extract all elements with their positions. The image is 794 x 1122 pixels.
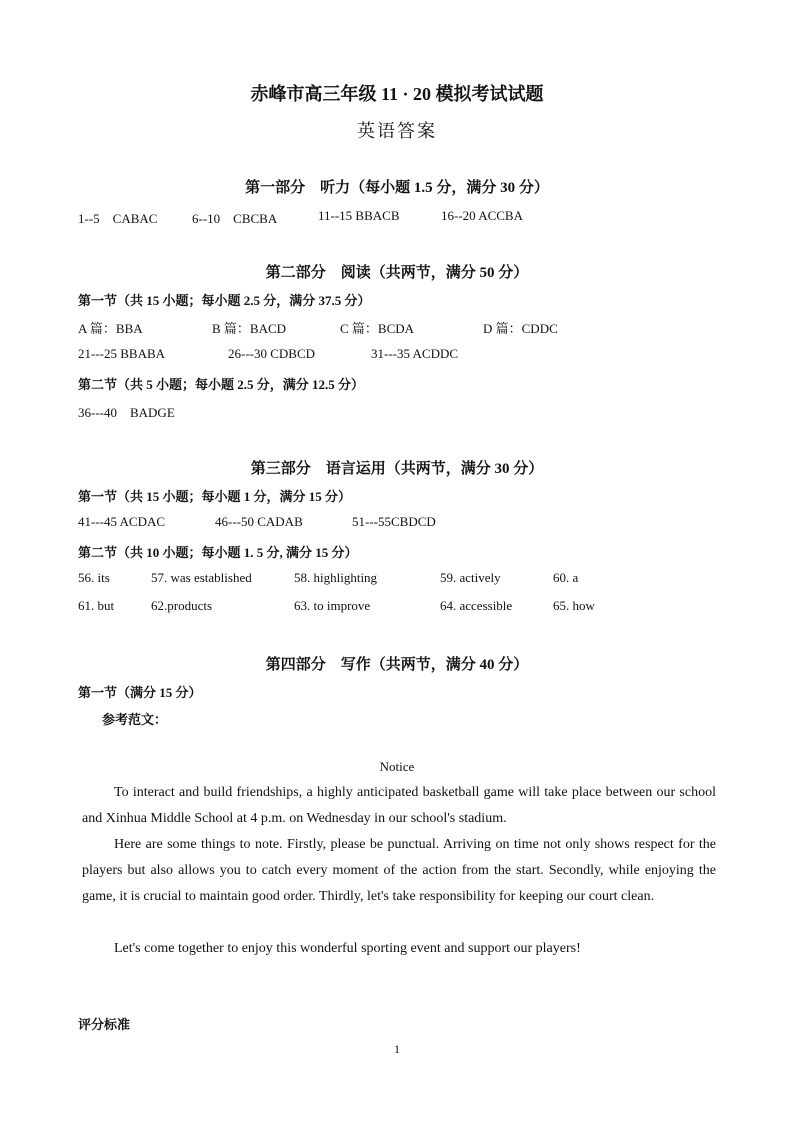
essay-paragraph: Let's come together to enjoy this wonderful sporting event and support our players! [114, 941, 581, 956]
part2-section2-title: 第二节（共 5 小题；每小题 2.5 分，满分 12.5 分） [78, 377, 365, 392]
part3-heading: 第三部分 语言运用（共两节，满分 30 分） [250, 461, 544, 477]
part4-section1-title: 第一节（满分 15 分） [78, 685, 202, 700]
sample-essay-label: 参考范文： [102, 712, 168, 727]
fill-answer: 62.products [151, 598, 213, 613]
document-title: 赤峰市高三年级 11 · 20 模拟考试试题 [250, 84, 544, 104]
part2-heading: 第二部分 阅读（共两节，满分 50 分） [265, 265, 529, 281]
part3-answer: 41---45 ACDAC [78, 514, 166, 529]
fill-answer: 60. a [553, 570, 579, 585]
fill-answer: 56. its [78, 570, 110, 585]
part2-section1-title: 第一节（共 15 小题；每小题 2.5 分，满分 37.5 分） [78, 293, 371, 308]
part1-heading: 第一部分 听力（每小题 1.5 分，满分 30 分） [245, 180, 549, 196]
fill-answer: 63. to improve [294, 598, 371, 613]
notice-title: Notice [379, 759, 415, 774]
part3-answer: 51---55CBDCD [352, 514, 436, 529]
fill-answer: 61. but [78, 598, 115, 613]
document-subtitle: 英语答案 [357, 121, 437, 141]
part1-answer: 16--20 ACCBA [441, 208, 523, 223]
part3-section1-title: 第一节（共 15 小题；每小题 1 分，满分 15 分） [78, 489, 352, 504]
part2-answer: 21---25 BBABA [78, 346, 166, 361]
fill-answer: 59. actively [440, 570, 501, 585]
page-number: 1 [394, 1042, 400, 1056]
part2-answer: 31---35 ACDDC [371, 346, 459, 361]
essay-paragraph: To interact and build friendships, a highly anticipated basketball game will take place between our school and Xinhua Middle School at 4 p.m. on Wednesday in our school's stadium. [82, 785, 716, 826]
passage-answer: B 篇：BACD [212, 321, 287, 336]
part2-answer: 26---30 CDBCD [228, 346, 316, 361]
essay-paragraph: Here are some things to note. Firstly, please be punctual. Arriving on time not only shows respect for the players but also allows you to catch every moment of the action from the start. Secondly, while enjoying the game, it is crucial to maintain good order. Thirdly, let's take responsibility for keeping our court clean. [82, 837, 716, 904]
fill-answer: 58. highlighting [294, 570, 378, 585]
part1-answer: 11--15 BBACB [318, 208, 400, 223]
part3-section2-title: 第二节（共 10 小题；每小题 1. 5 分, 满分 15 分） [78, 545, 358, 560]
passage-answer: D 篇：CDDC [483, 321, 558, 336]
fill-answer: 65. how [553, 598, 595, 613]
part3-answer: 46---50 CADAB [215, 514, 303, 529]
passage-answer: C 篇：BCDA [340, 321, 415, 336]
passage-answer: A 篇：BBA [78, 321, 143, 336]
fill-answer: 57. was established [151, 570, 252, 585]
part2-section2-answer: 36---40 BADGE [78, 405, 175, 420]
fill-answer: 64. accessible [440, 598, 513, 613]
part1-answer: 6--10 CBCBA [192, 211, 278, 226]
part4-heading: 第四部分 写作（共两节，满分 40 分） [265, 657, 529, 673]
grading-criteria-label: 评分标准 [78, 1017, 131, 1032]
part1-answer: 1--5 CABAC [78, 211, 158, 226]
